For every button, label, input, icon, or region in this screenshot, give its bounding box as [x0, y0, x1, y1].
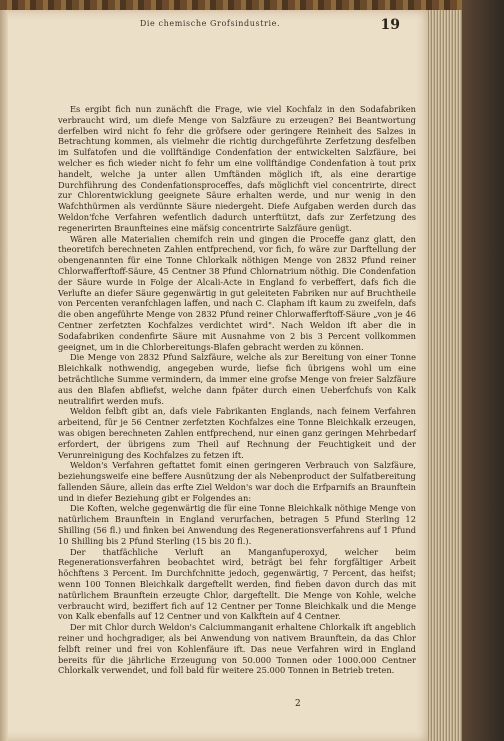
signature-mark: 2	[295, 699, 301, 709]
page-body	[58, 104, 416, 676]
paragraph: Weldon felbft gibt an, dafs viele Fabrikanten Englands, nach feinem Verfahren arbeitend, für je 56 Centner zerfetzten Kochfalzes eine Tonne Bleichkalk erzeugen, was obigen berechneten Zahlen entfprechend, nur einen ganz geringen Mehrbedarf erfordert, der übrigens zum Theil auf Rechnung der Feuchtigkeit und der Verunreinigung des Kochfalzes zu fetzen ift.	[58, 406, 416, 460]
paragraph: Wären alle Materialien chemifch rein und gingen die Proceffe ganz glatt, den theoretifch berechneten Zahlen entfprechend, vor fich, fo wäre zur Darftellung der obengenannten für eine Tonne Chlorkalk nöthigen Menge von 2832 Pfund reiner Chlorwafferftoff-Säure, 45 Centner 38 Pfund Chlornatrium nöthig. Die Condenfation der Säure wurde in Folge der Alcali-Acte in England fo verbeffert, dafs fich die Verlufte an diefer Säure gegenwärtig in gut geleiteten Fabriken nur auf Bruchtheile von Percenten veranfchlagen laffen, und nach C. Clapham ift kaum zu zweifeln, dafs die oben angeführte Menge von 2832 Pfund reiner Chlorwafferftoff-Säure „von je 46 Centner zerfetzten Kochfalzes verdichtet wird". Nach Weldon ift aber die in Sodafabriken condenfirte Säure mit Ausnahme von 2 bis 3 Percent vollkommen geeignet, um in die Chlorbereitungs-Blafen gebracht werden zu können.	[58, 233, 416, 352]
paragraph: Der thatfächliche Verluft an Manganfuperoxyd, welcher beim Regenerationsverfahren beobachtet wird, beträgt bei fehr forgfältiger Arbeit höchftens 3 Percent. Im Durchfchnitte jedoch, gegenwärtig, 7 Percent, das heifst; wenn 100 Tonnen Bleichkalk dargeftellt werden, find fieben davon durch das mit natürlichem Braunftein erzeugte Chlor, dargeftellt. Die Menge von Kohle, welche verbraucht wird, beziffert fich auf 12 Centner per Tonne Bleichkalk und die Menge von Kalk ebenfalls auf 12 Centner und von Kalkftein auf 4 Centner.	[58, 546, 416, 622]
paragraph: Die Koften, welche gegenwärtig die für eine Tonne Bleichkalk nöthige Menge von natürlichem Braunftein in England verurfachen, betragen 5 Pfund Sterling 12 Shilling (56 fl.) und finken bei Anwendung des Regenerationsverfahrens auf 1 Pfund 10 Shilling bis 2 Pfund Sterling (15 bis 20 fl.).	[58, 503, 416, 546]
gutter	[0, 10, 8, 741]
paragraph: Es ergibt fich nun zunächft die Frage, wie viel Kochfalz in den Sodafabriken verbraucht wird, um diefe Menge von Salzfäure zu erzeugen? Bei Beantwortung derfelben wird nicht fo fehr die gröfsere oder geringere Reinheit des Salzes in Betrachtung kommen, als vielmehr die richtig durchgeführte Zerfetzung desfelben im Sulfatofen und die vollftändige Condenfation der entwickelten Salzfäure, bei welcher es fich wieder nicht fo fehr um eine vollftändige Condenfation à tout prix handelt, welche ja unter allen Umftänden möglich ift, als eine derartige Durchführung des Condenfationsproceffes, dafs möglichft viel concentrirte, direct zur Chlorentwicklung geeignete Säure erhalten werde, und nur wenig in den Wafchthürmen als verdünnte Säure niedergeht. Diefe Aufgaben werden durch das Weldon'fche Verfahren wefentlich dadurch unterftützt, dafs zur Zerfetzung des regenerirten Braunfteines eine mäfsig concentrirte Salzfäure genügt.	[58, 104, 416, 233]
paragraph: Der mit Chlor durch Weldon's Calciummanganit erhaltene Chlorkalk ift angeblich reiner und hochgradiger, als bei Anwendung von nativem Braunftein, da das Chlor felbft reiner und frei von Kohlenfäure ift. Das neue Verfahren wird in England bereits für die jährliche Erzeugung von 50.000 Tonnen oder 1000.000 Centner Chlorkalk verwendet, und foll bald für weitere 25.000 Tonnen in Betrieb treten.	[58, 622, 416, 676]
page-number: 19	[380, 17, 400, 33]
paragraph: Weldon's Verfahren geftattet fomit einen geringeren Verbrauch von Salzfäure, beziehungsweife eine beffere Ausnützung der als Nebenproduct der Sulfatbereitung fallenden Säure, allein das erfte Ziel Weldon's war doch die Erfparnifs an Braunftein und in diefer Beziehung gibt er Folgendes an:	[58, 460, 416, 503]
page-edges	[428, 10, 462, 741]
running-head: Die chemische Grofsindustrie.	[139, 19, 281, 28]
page-header	[40, 15, 400, 35]
book-cover	[462, 0, 504, 741]
paragraph: Die Menge von 2832 Pfund Salzfäure, welche als zur Bereitung von einer Tonne Bleichkalk nothwendig, angegeben wurde, liefse fich übrigens wohl um eine beträchtliche Summe vermindern, da immer eine grofse Menge von freier Salzfäure aus den Blafen abfliefst, welche dann fpäter durch einen Ueberfchufs von Kalk neutralifirt werden mufs.	[58, 352, 416, 406]
